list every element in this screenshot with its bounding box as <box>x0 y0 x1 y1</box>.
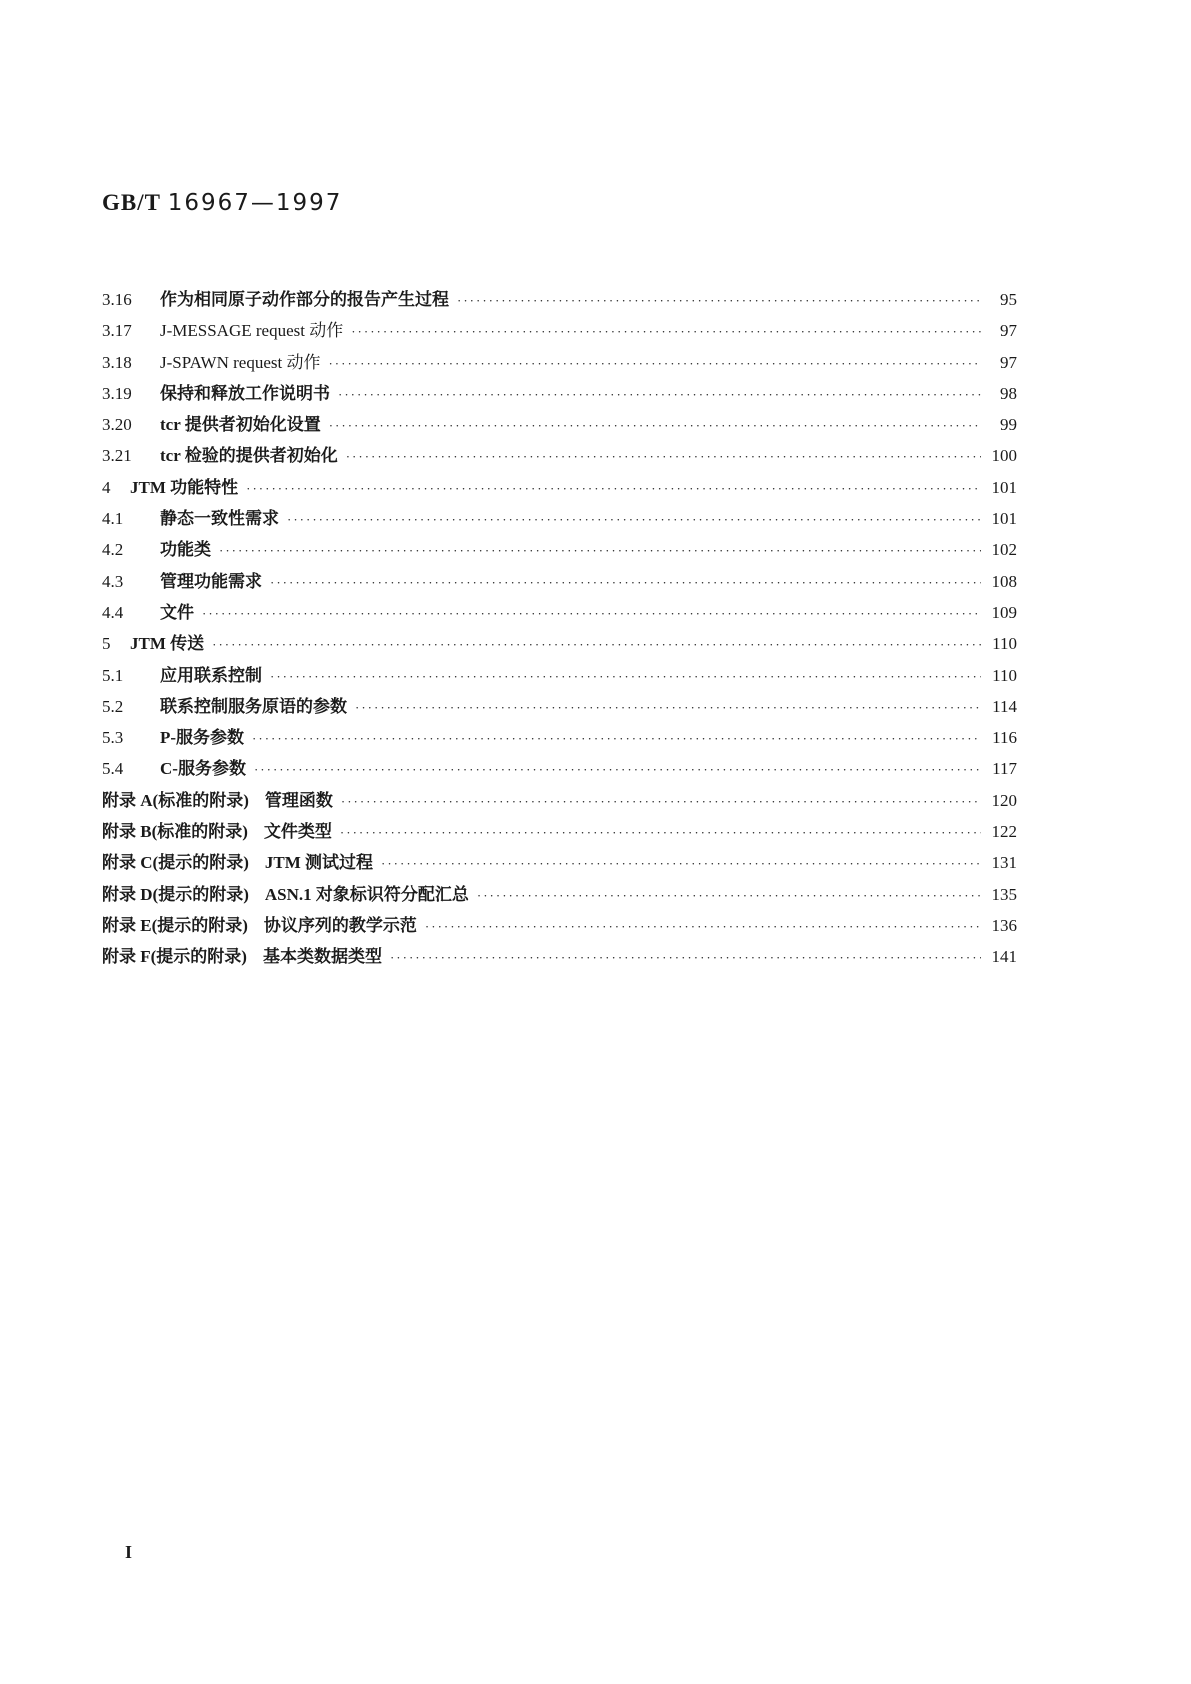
toc-dot-leader <box>390 950 981 966</box>
toc-entry-title: 作为相同原子动作部分的报告产生过程 <box>160 290 449 309</box>
toc-dot-leader <box>351 324 981 340</box>
toc-entry-page: 108 <box>991 571 1017 591</box>
table-of-contents <box>102 285 1017 974</box>
toc-entry-page: 117 <box>992 759 1017 779</box>
toc-entry-title: JTM 功能特性 <box>130 477 239 497</box>
toc-entry[interactable] <box>102 848 1017 879</box>
toc-entry-page: 120 <box>991 790 1017 810</box>
toc-entry-page: 109 <box>991 602 1017 622</box>
toc-entry-number: 4 <box>102 477 111 497</box>
toc-entry-number: 附录 F(提示的附录) <box>102 947 247 967</box>
toc-entry[interactable] <box>102 911 1017 942</box>
toc-dot-leader <box>381 856 981 872</box>
toc-dot-leader <box>246 481 981 497</box>
toc-entry[interactable] <box>102 661 1017 692</box>
toc-entry-number: 附录 C(提示的附录) <box>102 853 249 873</box>
toc-entry-number: 4.4 <box>102 602 124 622</box>
toc-entry-number: 5.2 <box>102 696 124 716</box>
toc-entry[interactable] <box>102 504 1017 535</box>
toc-entry-page: 122 <box>991 822 1017 842</box>
toc-dot-leader <box>457 293 981 309</box>
toc-entry-number: 3.16 <box>102 290 132 309</box>
toc-entry-page: 102 <box>991 540 1017 560</box>
toc-dot-leader <box>252 731 981 747</box>
toc-entry-page: 131 <box>991 853 1017 873</box>
toc-entry-title: P-服务参数 <box>160 728 245 748</box>
toc-dot-leader <box>341 794 981 810</box>
toc-entry-title: tcr 提供者初始化设置 <box>160 415 321 435</box>
toc-entry[interactable] <box>102 441 1017 472</box>
toc-dot-leader <box>340 825 981 841</box>
toc-entry-title: 文件类型 <box>263 822 332 842</box>
toc-entry[interactable] <box>102 817 1017 848</box>
standard-prefix: GB/T <box>102 190 161 215</box>
toc-entry-number: 4.1 <box>102 509 124 529</box>
toc-dot-leader <box>355 700 981 716</box>
toc-entry-title: 联系控制服务原语的参数 <box>160 696 347 716</box>
toc-entry-title: tcr 检验的提供者初始化 <box>160 446 338 466</box>
toc-dot-leader <box>425 919 981 935</box>
standard-number: 16967—1997 <box>167 190 343 216</box>
toc-entry-number: 附录 B(标准的附录) <box>102 822 248 842</box>
toc-dot-leader <box>346 449 981 465</box>
toc-entry-number: 5.3 <box>102 728 124 748</box>
toc-entry-number: 4.2 <box>102 540 124 560</box>
toc-entry-number: 5.1 <box>102 665 124 685</box>
toc-dot-leader <box>287 512 981 528</box>
toc-entry-title: ASN.1 对象标识符分配汇总 <box>264 884 469 904</box>
toc-entry-title: 功能类 <box>160 540 211 560</box>
toc-dot-leader <box>219 543 981 559</box>
toc-entry-page: 101 <box>991 509 1017 529</box>
toc-entry-number: 附录 A(标准的附录) <box>102 790 249 810</box>
toc-entry-page: 114 <box>992 696 1017 716</box>
toc-entry-title: 管理函数 <box>264 790 333 810</box>
toc-entry-page: 136 <box>991 915 1017 935</box>
toc-entry-number: 3.20 <box>102 415 132 435</box>
toc-entry-page: 98 <box>1000 383 1017 403</box>
toc-dot-leader <box>477 888 981 904</box>
toc-entry[interactable] <box>102 880 1017 911</box>
toc-entry-page: 99 <box>1000 415 1017 435</box>
toc-entry[interactable] <box>102 535 1017 566</box>
toc-entry-page: 141 <box>991 947 1017 967</box>
toc-entry-title: 静态一致性需求 <box>160 509 279 529</box>
toc-entry-page: 116 <box>992 728 1017 748</box>
toc-entry-title: 基本类数据类型 <box>262 947 382 967</box>
toc-entry-page: 110 <box>992 634 1017 654</box>
toc-entry[interactable] <box>102 692 1017 723</box>
toc-dot-leader <box>329 418 981 434</box>
toc-entry[interactable] <box>102 786 1017 817</box>
toc-entry-number: 3.17 <box>102 321 132 341</box>
toc-entry[interactable] <box>102 379 1017 410</box>
toc-dot-leader <box>270 575 981 591</box>
toc-entry-number: 3.21 <box>102 446 132 466</box>
toc-entry-number: 4.3 <box>102 571 124 591</box>
toc-entry-title: JTM 测试过程 <box>264 853 373 873</box>
toc-entry-title: J-SPAWN request 动作 <box>160 352 321 372</box>
toc-entry-number: 附录 D(提示的附录) <box>102 884 249 904</box>
toc-entry[interactable] <box>102 348 1017 379</box>
toc-entry[interactable] <box>102 723 1017 754</box>
toc-entry-page: 95 <box>1000 290 1017 309</box>
toc-entry[interactable] <box>102 410 1017 441</box>
toc-entry[interactable] <box>102 567 1017 598</box>
toc-entry[interactable] <box>102 473 1017 504</box>
toc-entry[interactable] <box>102 942 1017 973</box>
toc-entry[interactable] <box>102 629 1017 660</box>
toc-entry-title: 文件 <box>160 602 194 622</box>
toc-entry-title: 保持和释放工作说明书 <box>160 383 330 403</box>
toc-entry[interactable] <box>102 598 1017 629</box>
toc-dot-leader <box>270 669 981 685</box>
toc-entry-page: 100 <box>991 446 1017 466</box>
toc-entry-page: 135 <box>991 884 1017 904</box>
toc-entry-number: 3.19 <box>102 383 132 403</box>
toc-entry-page: 97 <box>1000 321 1017 341</box>
toc-entry-number: 5 <box>102 634 111 654</box>
toc-entry-page: 110 <box>992 665 1017 685</box>
toc-entry-number: 5.4 <box>102 759 124 779</box>
toc-entry[interactable] <box>102 754 1017 785</box>
toc-entry-page: 101 <box>991 477 1017 497</box>
toc-dot-leader <box>254 762 981 778</box>
toc-dot-leader <box>212 637 981 653</box>
toc-entry-title: 应用联系控制 <box>160 665 262 685</box>
toc-entry-title: J-MESSAGE request 动作 <box>160 321 344 341</box>
toc-dot-leader <box>338 387 981 403</box>
page-folio: I <box>125 1542 133 1562</box>
toc-entry-number: 3.18 <box>102 352 132 372</box>
toc-dot-leader <box>202 606 981 622</box>
toc-dot-leader <box>328 356 981 372</box>
page-header <box>102 190 342 216</box>
toc-entry[interactable] <box>102 285 1017 316</box>
toc-entry-title: C-服务参数 <box>160 759 246 779</box>
toc-entry-number: 附录 E(提示的附录) <box>102 915 248 935</box>
toc-entry-title: 协议序列的教学示范 <box>263 915 417 935</box>
toc-entry-title: JTM 传送 <box>130 634 205 654</box>
toc-entry-title: 管理功能需求 <box>160 571 262 591</box>
toc-entry-page: 97 <box>1000 352 1017 372</box>
toc-entry[interactable] <box>102 316 1017 347</box>
